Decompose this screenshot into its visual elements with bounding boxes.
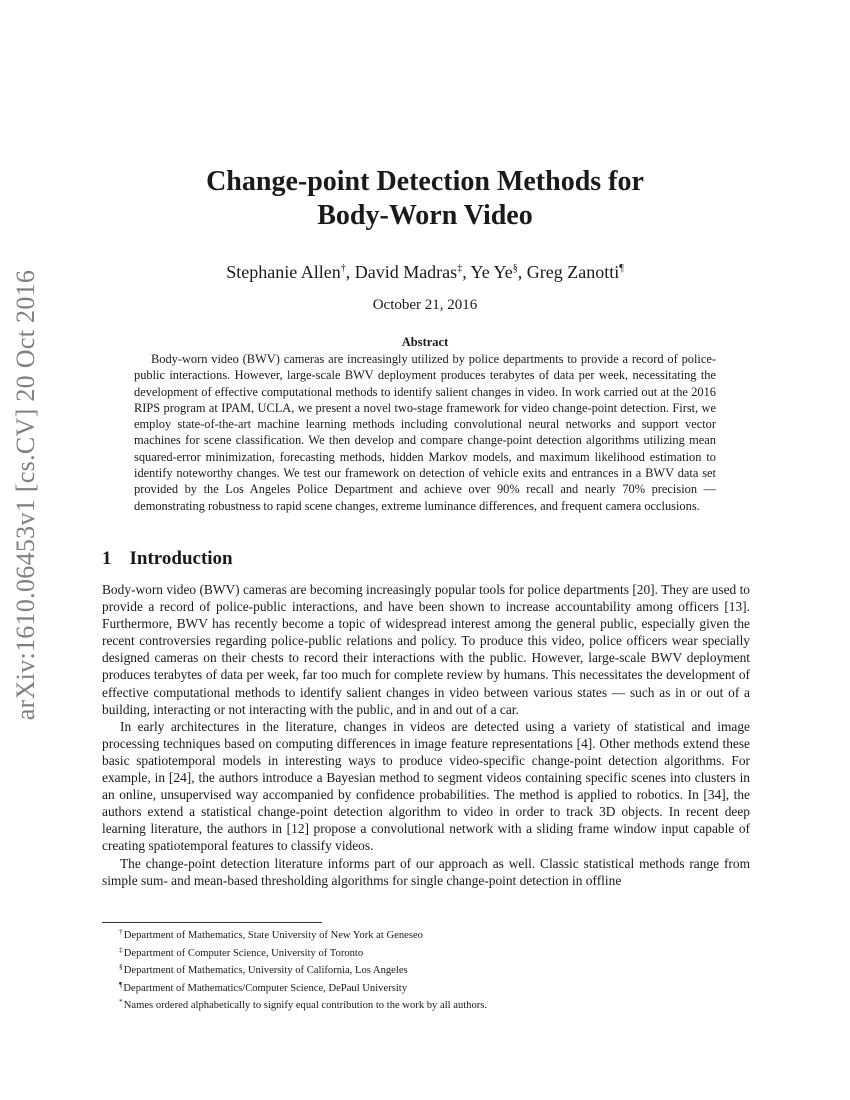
body-text	[102, 581, 750, 889]
section-title: Introduction	[129, 548, 233, 569]
footnote-text: Department of Computer Science, University of Toronto	[123, 947, 364, 959]
footnote-mark: ‡	[119, 944, 123, 954]
author-mark: §	[512, 263, 518, 274]
footnote-text: Department of Mathematics, State University of New York at Geneseo	[123, 930, 423, 941]
footnote-mark: *	[119, 997, 123, 1007]
paper-title	[100, 165, 750, 233]
footnote	[102, 960, 752, 978]
footnote-text: Department of Mathematics/Computer Science, DePaul University	[123, 982, 408, 994]
section-heading	[102, 546, 233, 572]
title-line: Body-Worn Video	[317, 200, 533, 231]
paragraph: Body-worn video (BWV) cameras are becoming increasingly popular tools for police departments [20]. They are used to provide a record of police-public interactions, and have been shown to increase accountability among officers [13]. Furthermore, BWV has recently become a topic of widespread interest among the general public, especially given the recent controversies regarding police-public relations and policy. To produce this video, police officers wear specially designed cameras on their chests to record their interactions with the public. However, large-scale BWV deployment produces terabytes of data per week, far too much for complete review by humans. This necessitates the development of effective computational methods to identify salient changes in video between various states — such as in or out of a building, interacting or not interacting with the public, and in and out of a car.	[102, 582, 750, 717]
footnote-divider	[102, 922, 322, 923]
footnote	[102, 925, 752, 943]
paragraph: The change-point detection literature informs part of our approach as well. Classic statistical methods range from simple sum- and mean-based thresholding algorithms for single change-point detection in offline	[102, 855, 750, 888]
footnote	[102, 978, 752, 996]
footnote-mark: †	[119, 927, 123, 936]
footnote-mark: §	[119, 962, 123, 972]
footnote	[102, 995, 752, 1013]
author-mark: †	[340, 263, 346, 274]
author-name: David Madras	[354, 262, 458, 282]
author-name: Ye Ye	[470, 262, 513, 282]
abstract-heading: Abstract	[401, 335, 449, 349]
abstract-text: Body-worn video (BWV) cameras are increasingly utilized by police departments to provide a record of police-public interactions. However, large-scale BWV deployment produces terabytes of data per week, necessitating the development of effective computational methods to identify salient changes in video. In work carried out at the 2016 RIPS program at IPAM, UCLA, we present a novel two-stage framework for video change-point detection. First, we employ state-of-the-art machine learning methods including convolutional neural networks and support vector machines for scene classification. We then develop and compare change-point detection algorithms utilizing mean squared-error minimization, forecasting methods, hidden Markov models, and maximum likelihood estimation to identify noteworthy changes. We test our framework on detection of vehicle exits and entrances in a BWV data set provided by the Los Angeles Police Department and achieve over 90% recall and nearly 70% precision — demonstrating robustness to rapid scene changes, extreme luminance differences, and frequent camera occlusions.	[134, 352, 716, 513]
author-mark: ¶	[619, 263, 624, 274]
paper-date: October 21, 2016	[372, 297, 478, 313]
arxiv-stamp-text: arXiv:1610.06453v1 [cs.CV] 20 Oct 2016	[11, 269, 40, 721]
arxiv-stamp	[2, 269, 50, 721]
footnote-text: Department of Mathematics, University of California, Los Angeles	[123, 965, 408, 977]
author-name: Stephanie Allen	[226, 262, 341, 282]
author-name: Greg Zanotti	[526, 262, 620, 282]
title-line: Change-point Detection Methods for	[206, 166, 644, 197]
author-mark: ‡	[457, 263, 463, 274]
footnote-text: Names ordered alphabetically to signify equal contribution to the work by all authors.	[123, 1000, 488, 1012]
author-list: Stephanie Allen†, David Madras‡, Ye Ye§, Greg Zanotti¶	[226, 262, 624, 282]
footnote-mark: ¶	[119, 979, 123, 989]
paragraph: In early architectures in the literature, changes in videos are detected using a variety of statistical and image processing techniques based on computing differences in image feature representations [4]. Other methods extend these basic spatiotemporal models in interesting ways to produce video-specific change-point detection algorithms. For example, in [24], the authors introduce a Bayesian method to segment videos containing specific scenes into clusters in an online, unsupervised way accompanied by confidence probabilities. The method is applied to robotics. In [34], the authors extend a statistical change-point detection algorithm to video in order to track 3D objects. In recent deep learning literature, the authors in [12] propose a convolutional network with a sliding frame window input capable of creating spatiotemporal features to classify videos.	[102, 718, 750, 854]
footnote	[102, 943, 752, 961]
footnotes	[102, 925, 752, 1013]
section-number: 1	[102, 548, 112, 569]
